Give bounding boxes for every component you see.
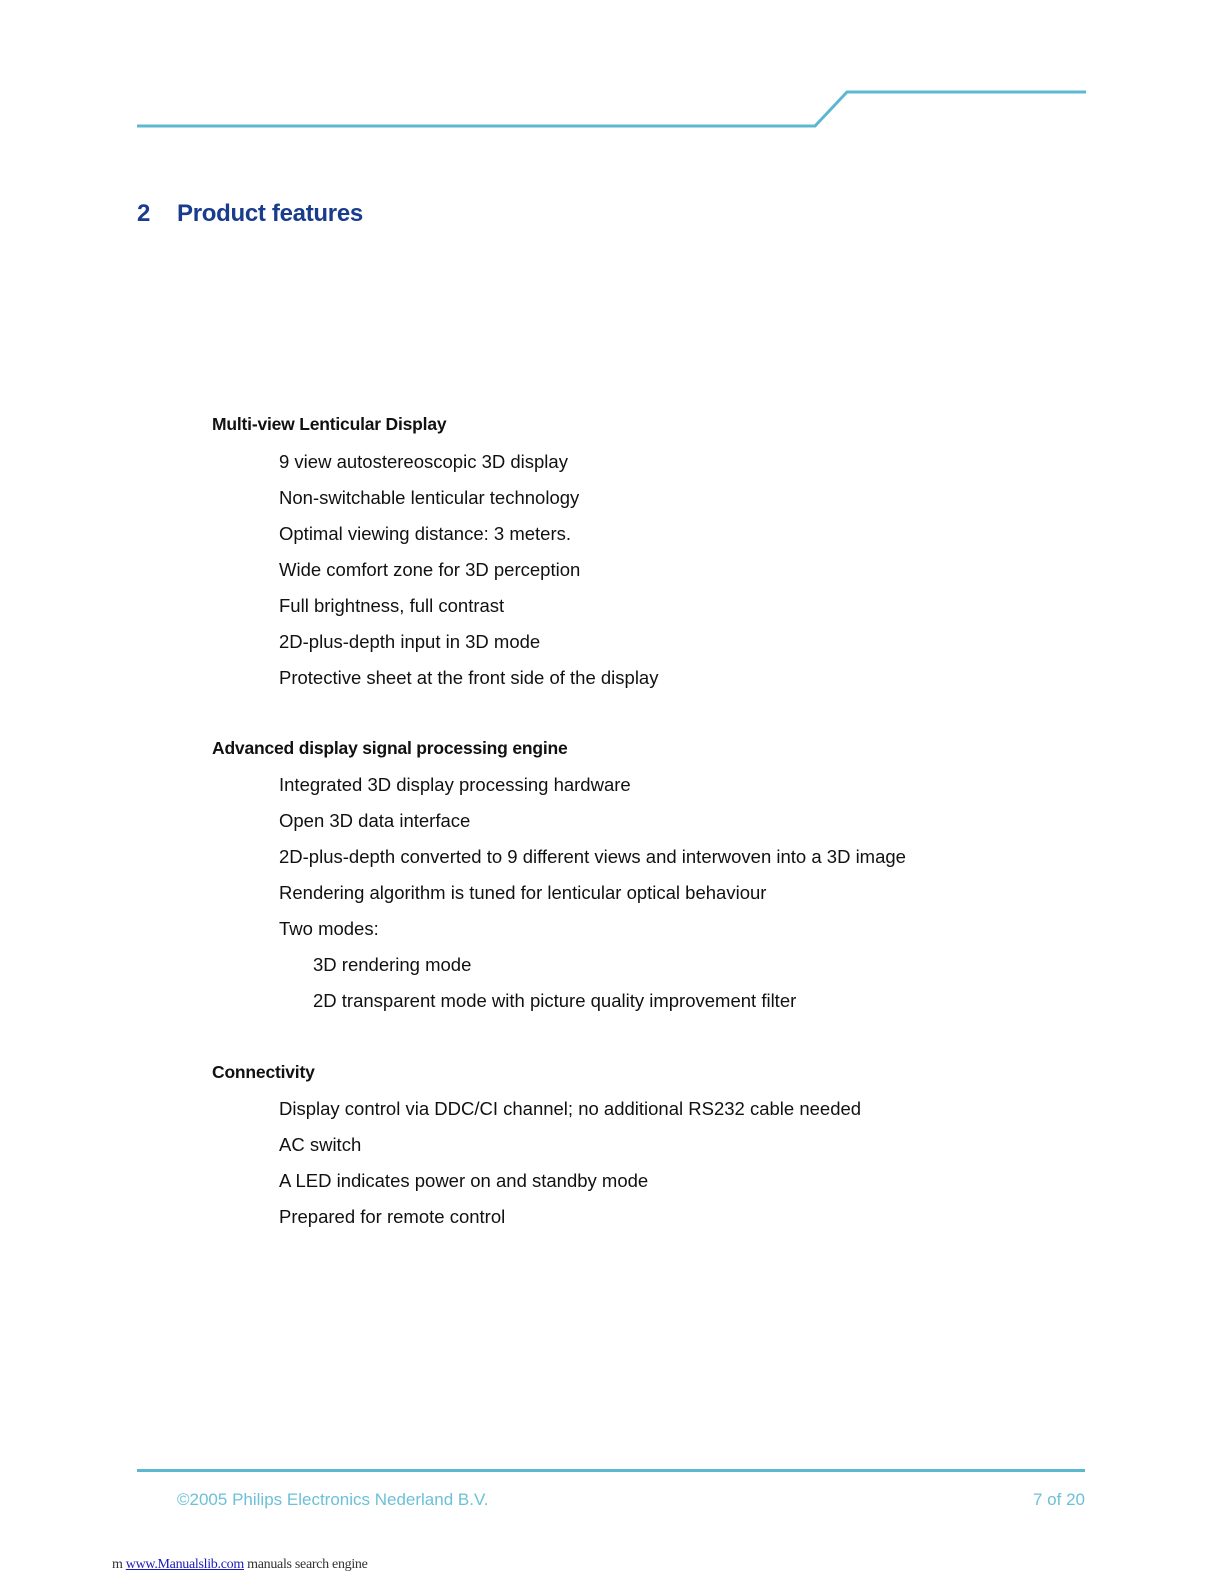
footer-rule <box>137 1469 1085 1472</box>
watermark-suffix: manuals search engine <box>247 1557 368 1572</box>
sub-list-item: 2D transparent mode with picture quality improvement filter <box>313 990 797 1011</box>
watermark <box>112 1557 368 1573</box>
section-title: Product features <box>177 200 363 227</box>
sub-list-item: 3D rendering mode <box>313 954 472 975</box>
page-title <box>137 200 363 228</box>
section-number: 2 <box>137 200 151 227</box>
list-item: Integrated 3D display processing hardware <box>279 774 631 795</box>
list-item: 9 view autostereoscopic 3D display <box>279 451 568 472</box>
list-item: A LED indicates power on and standby mode <box>279 1170 649 1191</box>
watermark-prefix: m <box>112 1557 123 1572</box>
section-heading: Multi-view Lenticular Display <box>212 414 447 434</box>
list-item: Two modes: <box>279 918 379 939</box>
list-item: 2D-plus-depth input in 3D mode <box>279 631 541 652</box>
header-rule <box>0 0 1225 140</box>
list-item: Open 3D data interface <box>279 810 471 831</box>
list-item: Rendering algorithm is tuned for lenticular optical behaviour <box>279 882 767 903</box>
manualslib-link[interactable]: www.Manualslib.com <box>125 1557 244 1572</box>
list-item: Protective sheet at the front side of the display <box>279 667 659 688</box>
list-item: Full brightness, full contrast <box>279 595 505 616</box>
section-heading: Advanced display signal processing engine <box>212 738 568 758</box>
footer-copyright: ©2005 Philips Electronics Nederland B.V. <box>177 1490 489 1509</box>
list-item: 2D-plus-depth converted to 9 different views and interwoven into a 3D image <box>279 846 906 867</box>
list-item: Wide comfort zone for 3D perception <box>279 559 581 580</box>
page-number: 7 of 20 <box>1033 1490 1085 1509</box>
list-item: Non-switchable lenticular technology <box>279 487 580 508</box>
list-item: AC switch <box>279 1134 362 1155</box>
list-item: Prepared for remote control <box>279 1206 506 1227</box>
list-item: Optimal viewing distance: 3 meters. <box>279 523 572 544</box>
section-heading: Connectivity <box>212 1062 315 1082</box>
list-item: Display control via DDC/CI channel; no additional RS232 cable needed <box>279 1098 862 1119</box>
